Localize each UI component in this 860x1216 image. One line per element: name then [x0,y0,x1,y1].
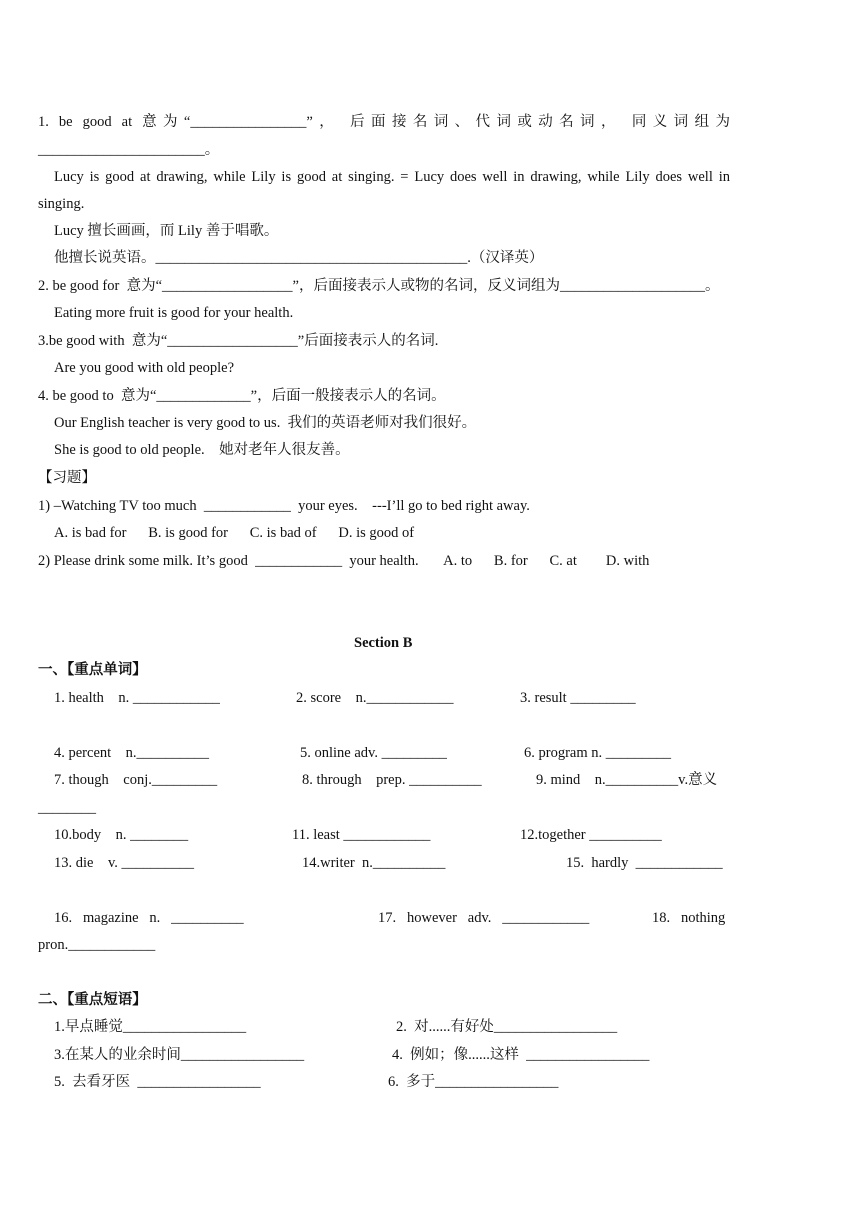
word-item: 6. program n. _________ [524,745,671,761]
word-item: 14.writer n.__________ [302,855,446,871]
exercise-2-question: 2) Please drink some milk. It’s good ____________ your health. A. to B. for C. at D. with [38,553,650,569]
word-item-cont: ________ [38,800,96,816]
example-translation: Lucy 擅长画画，而 Lily 善于唱歌。 [54,223,279,239]
word-item: 13. die v. __________ [54,855,195,871]
word-item: 10.body n. ________ [54,827,189,843]
phrase-item: 5. 去看牙医 _________________ [54,1074,261,1090]
item-4-line: 4. be good to 意为“_____________”，后面一般接表示人的名词。 [38,388,446,404]
word-item: 1. health n. ____________ [54,690,220,706]
phrase-item: 1.早点睡觉_________________ [54,1019,247,1035]
phrase-item: 6. 多于_________________ [388,1074,559,1090]
example-sentence: Lucy is good at drawing, while Lily is good at singing. = Lucy does well in drawing, while Lily does well in [54,169,730,185]
exercise-1-options: A. is bad for B. is good for C. is bad of D. is good of [54,525,415,541]
word-item: 7. though conj._________ [54,772,218,788]
exercise-heading: 【习题】 [38,470,96,486]
word-item: 15. hardly ____________ [566,855,723,871]
word-item: 16. magazine n. __________ [54,910,244,926]
phrase-item: 3.在某人的业余时间_________________ [54,1047,305,1063]
word-item: 2. score n.____________ [296,690,454,706]
phrase-item: 4. 例如；像......这样 _________________ [392,1047,650,1063]
phrases-heading: 二、【重点短语】 [38,992,147,1008]
item-3-example: Are you good with old people? [54,360,235,376]
word-item: 3. result _________ [520,690,636,706]
example-sentence-cont: singing. [38,196,85,212]
phrase-item: 2. 对......有好处_________________ [396,1019,618,1035]
item-1-line: 1. be good at 意为“________________”， 后面接名词、代词或动名词， 同义词组为 [38,114,730,130]
word-item: 9. mind n.__________v.意义 [536,772,718,788]
item-4-example-1: Our English teacher is very good to us. 我们的英语老师对我们很好。 [54,415,477,431]
item-3-line: 3.be good with 意为“__________________”后面接表示人的名词. [38,333,439,349]
word-item: 4. percent n.__________ [54,745,210,761]
item-2-example: Eating more fruit is good for your health. [54,305,294,321]
word-item: 12.together __________ [520,827,662,843]
item-1-synonym-blank-line: _______________________。 [38,142,220,158]
word-item: 8. through prep. __________ [302,772,482,788]
exercise-1-question: 1) –Watching TV too much ____________ your eyes. ---I’ll go to bed right away. [38,498,530,514]
section-title: Section B [354,635,413,651]
translate-exercise: 他擅长说英语。___________________________________________.（汉译英） [54,250,544,266]
words-heading: 一、【重点单词】 [38,662,147,678]
word-item: 11. least ____________ [292,827,431,843]
word-item: 17. however adv. ____________ [378,910,590,926]
word-item-cont: pron.____________ [38,937,156,953]
word-item: 5. online adv. _________ [300,745,447,761]
item-4-example-2: She is good to old people. 她对老年人很友善。 [54,442,350,458]
word-item: 18. nothing [652,910,726,926]
item-2-line: 2. be good for 意为“__________________”，后面接表示人或物的名词，反义词组为____________________。 [38,278,720,294]
